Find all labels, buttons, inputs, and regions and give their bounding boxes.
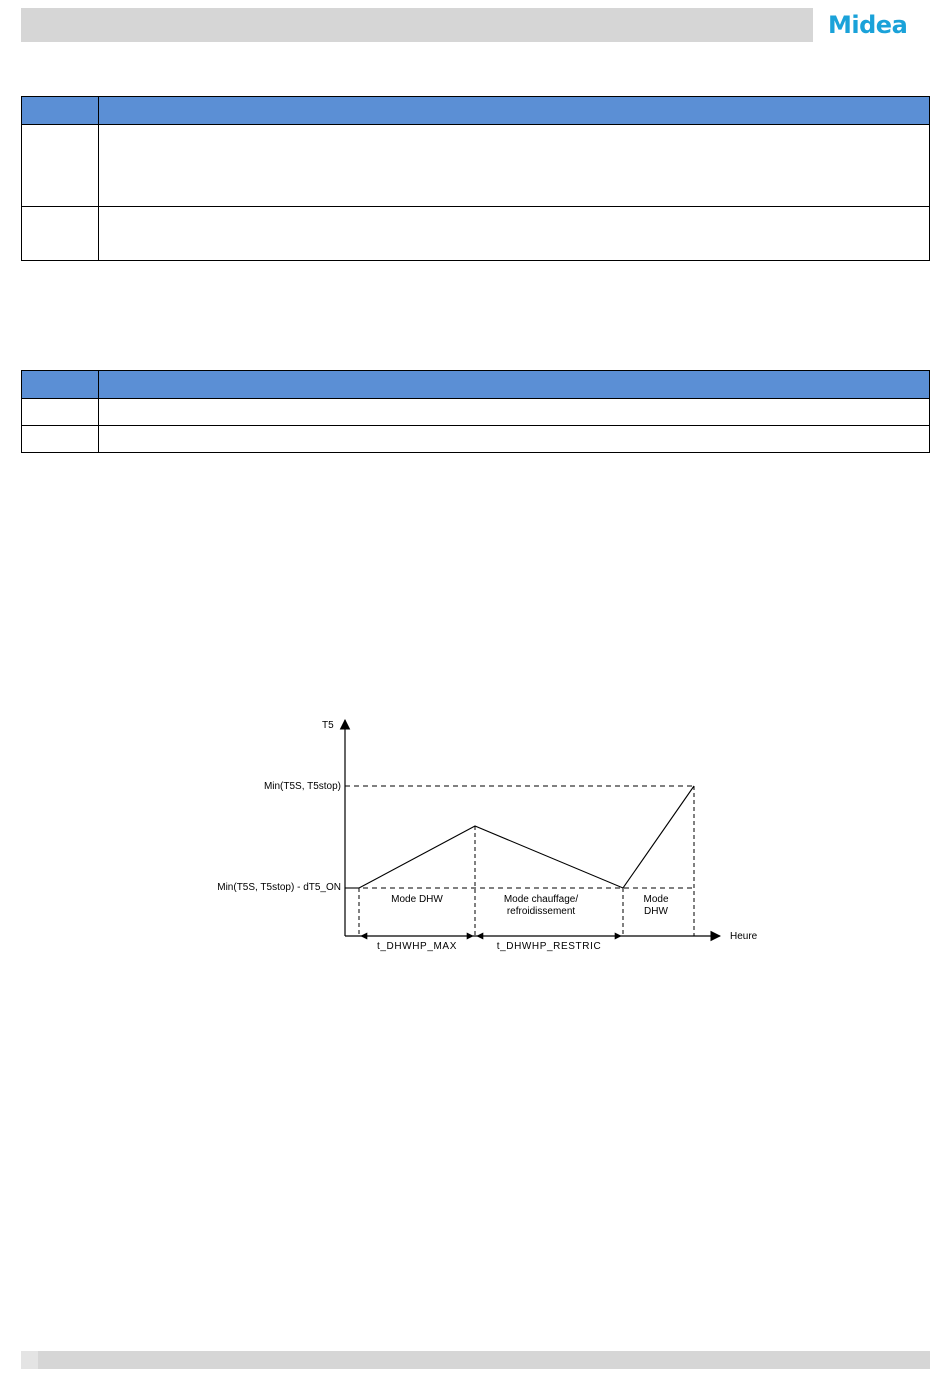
table-row — [22, 125, 930, 207]
interval-2-label: t_DHWHP_RESTRIC — [496, 941, 602, 952]
table-cell — [99, 125, 930, 207]
footer-band — [21, 1351, 930, 1369]
level-low-label: Min(T5S, T5stop) - dT5_ON — [217, 882, 341, 893]
footer-tab — [21, 1351, 38, 1369]
interval-1-label: t_DHWHP_MAX — [377, 941, 457, 952]
midea-logo — [828, 8, 907, 42]
header-band — [21, 8, 813, 42]
x-axis-label: Heure — [730, 931, 758, 942]
table-cell — [99, 426, 930, 453]
table-cell — [99, 399, 930, 426]
region-2-label-line1: Mode chauffage/ — [503, 894, 579, 905]
table-cell — [22, 207, 99, 261]
region-3-label-line1: Mode — [643, 894, 669, 905]
dhw-timing-diagram — [190, 712, 770, 962]
table-header-cell — [22, 97, 99, 125]
region-3-label-line2: DHW — [644, 906, 668, 917]
table-header-row — [22, 371, 930, 399]
parameter-table-1 — [21, 96, 930, 261]
table-cell — [22, 399, 99, 426]
table-header-cell — [99, 97, 930, 125]
table-header-cell — [22, 371, 99, 399]
level-high-label: Min(T5S, T5stop) — [263, 781, 341, 792]
table-cell — [99, 207, 930, 261]
table-header-cell — [99, 371, 930, 399]
parameter-table-2 — [21, 370, 930, 453]
table-row — [22, 426, 930, 453]
y-axis-label: T5 — [322, 720, 334, 731]
table-header-row — [22, 97, 930, 125]
table-cell — [22, 426, 99, 453]
region-2-label-line2: refroidissement — [506, 906, 576, 917]
table-row — [22, 207, 930, 261]
table-cell — [22, 125, 99, 207]
t5-trace — [359, 786, 694, 888]
brand-text: Midea — [828, 11, 908, 39]
region-1-label: Mode DHW — [391, 894, 443, 905]
table-row — [22, 399, 930, 426]
